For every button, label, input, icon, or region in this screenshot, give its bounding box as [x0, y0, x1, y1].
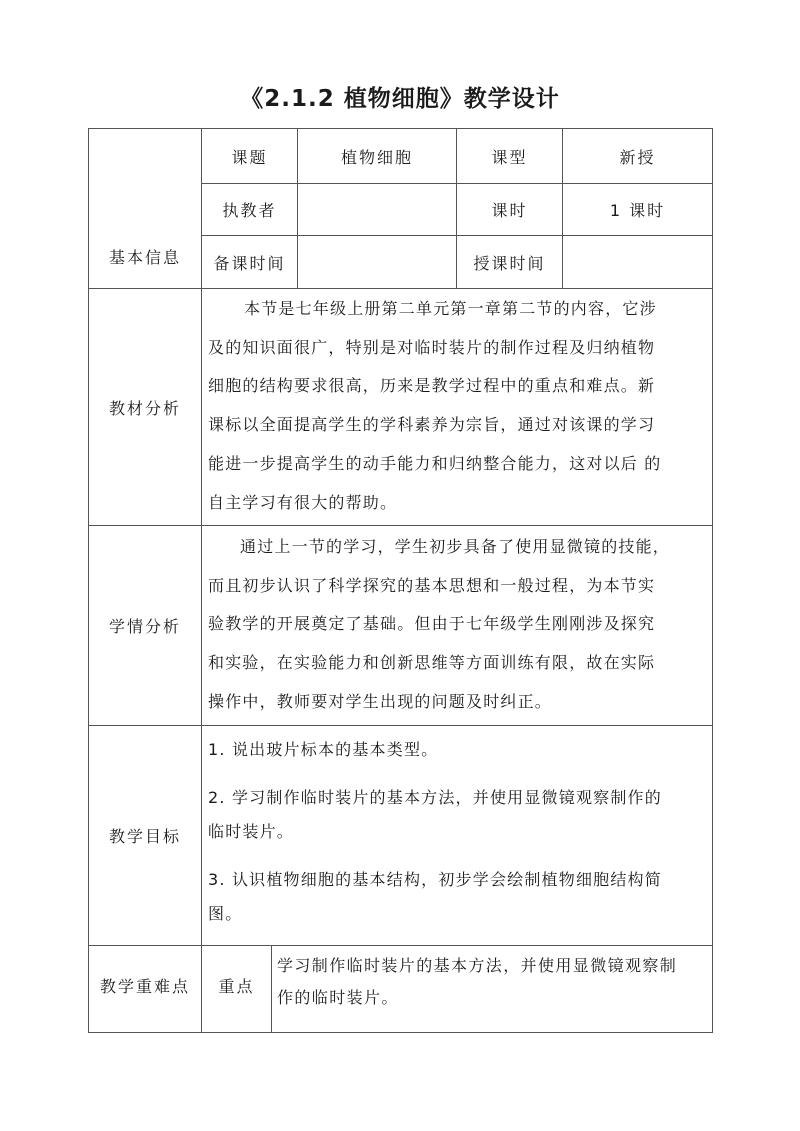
text-line: 本节是七年级上册第二单元第一章第二节的内容，它涉 — [244, 299, 657, 318]
text-line: 能进一步提高学生的动手能力和归纳整合能力，这对以后 的 — [208, 453, 662, 473]
topic-value: 植物细胞 — [340, 147, 413, 167]
key-points-line2: 作的临时装片。 — [277, 988, 399, 1007]
student-analysis-label: 学情分析 — [108, 617, 181, 636]
key-points-line1: 学习制作临时装片的基本方法，并使用显微镜观察制 — [277, 956, 678, 975]
textbook-analysis-label: 教材分析 — [108, 398, 181, 418]
text-line: 而且初步认识了科学探究的基本思想和一般过程，为本节实 — [208, 575, 656, 595]
teacher-value — [298, 184, 456, 235]
key-points-label: 教学重难点 — [99, 976, 190, 996]
teaching-goals-label: 教学目标 — [108, 827, 181, 846]
border-right — [712, 128, 713, 1033]
text-line: 自主学习有很大的帮助。 — [208, 492, 398, 512]
text-line: 课标以全面提高学生的学科素养为宗旨，通过对该课的学习 — [208, 415, 656, 435]
text-line: 和实验，在实验能力和创新思维等方面训练有限，故在实际 — [208, 653, 656, 673]
key-points-sub-label: 重点 — [218, 976, 255, 996]
prep-time-value — [298, 236, 456, 288]
key-points-text — [277, 950, 709, 1014]
basic-info-label: 基本信息 — [108, 247, 181, 267]
teaching-goals-list — [208, 733, 708, 931]
teach-time-label: 授课时间 — [473, 253, 546, 273]
text-line: 细胞的结构要求很高，历来是教学过程中的重点和难点。新 — [208, 376, 656, 396]
teacher-label: 执教者 — [222, 201, 277, 220]
textbook-analysis-text — [208, 290, 708, 522]
page-title: 《2.1.2 植物细胞》教学设计 — [240, 86, 560, 112]
hours-label: 课时 — [491, 201, 528, 220]
type-label: 课型 — [491, 147, 528, 167]
border-bottom — [88, 1032, 713, 1033]
goal-item-2-line2: 临时装片。 — [208, 822, 295, 841]
text-line: 及的知识面很广，特别是对临时装片的制作过程及归纳植物 — [208, 337, 656, 357]
goal-item-2-line1: 2. 学习制作临时装片的基本方法，并使用显微镜观察制作的 — [208, 788, 662, 807]
goal-item-3-line2: 图。 — [208, 904, 243, 923]
prep-time-label: 备课时间 — [213, 253, 286, 273]
topic-label: 课题 — [231, 147, 268, 167]
goal-item-3-line1: 3. 认识植物细胞的基本结构，初步学会绘制植物细胞结构简 — [208, 870, 662, 889]
student-analysis-text — [208, 528, 708, 722]
text-line: 操作中，教师要对学生出现的问题及时纠正。 — [208, 691, 553, 711]
goal-item-1: 1. 说出玻片标本的基本类型。 — [208, 740, 439, 759]
hours-value: 1 课时 — [609, 201, 666, 220]
text-line: 验教学的开展奠定了基础。但由于七年级学生刚刚涉及探究 — [208, 614, 656, 634]
teach-time-value — [563, 236, 712, 288]
border-keypoint-sub — [271, 945, 272, 1033]
type-value: 新授 — [619, 147, 656, 167]
text-line: 通过上一节的学习，学生初步具备了使用显微镜的技能， — [240, 537, 671, 556]
